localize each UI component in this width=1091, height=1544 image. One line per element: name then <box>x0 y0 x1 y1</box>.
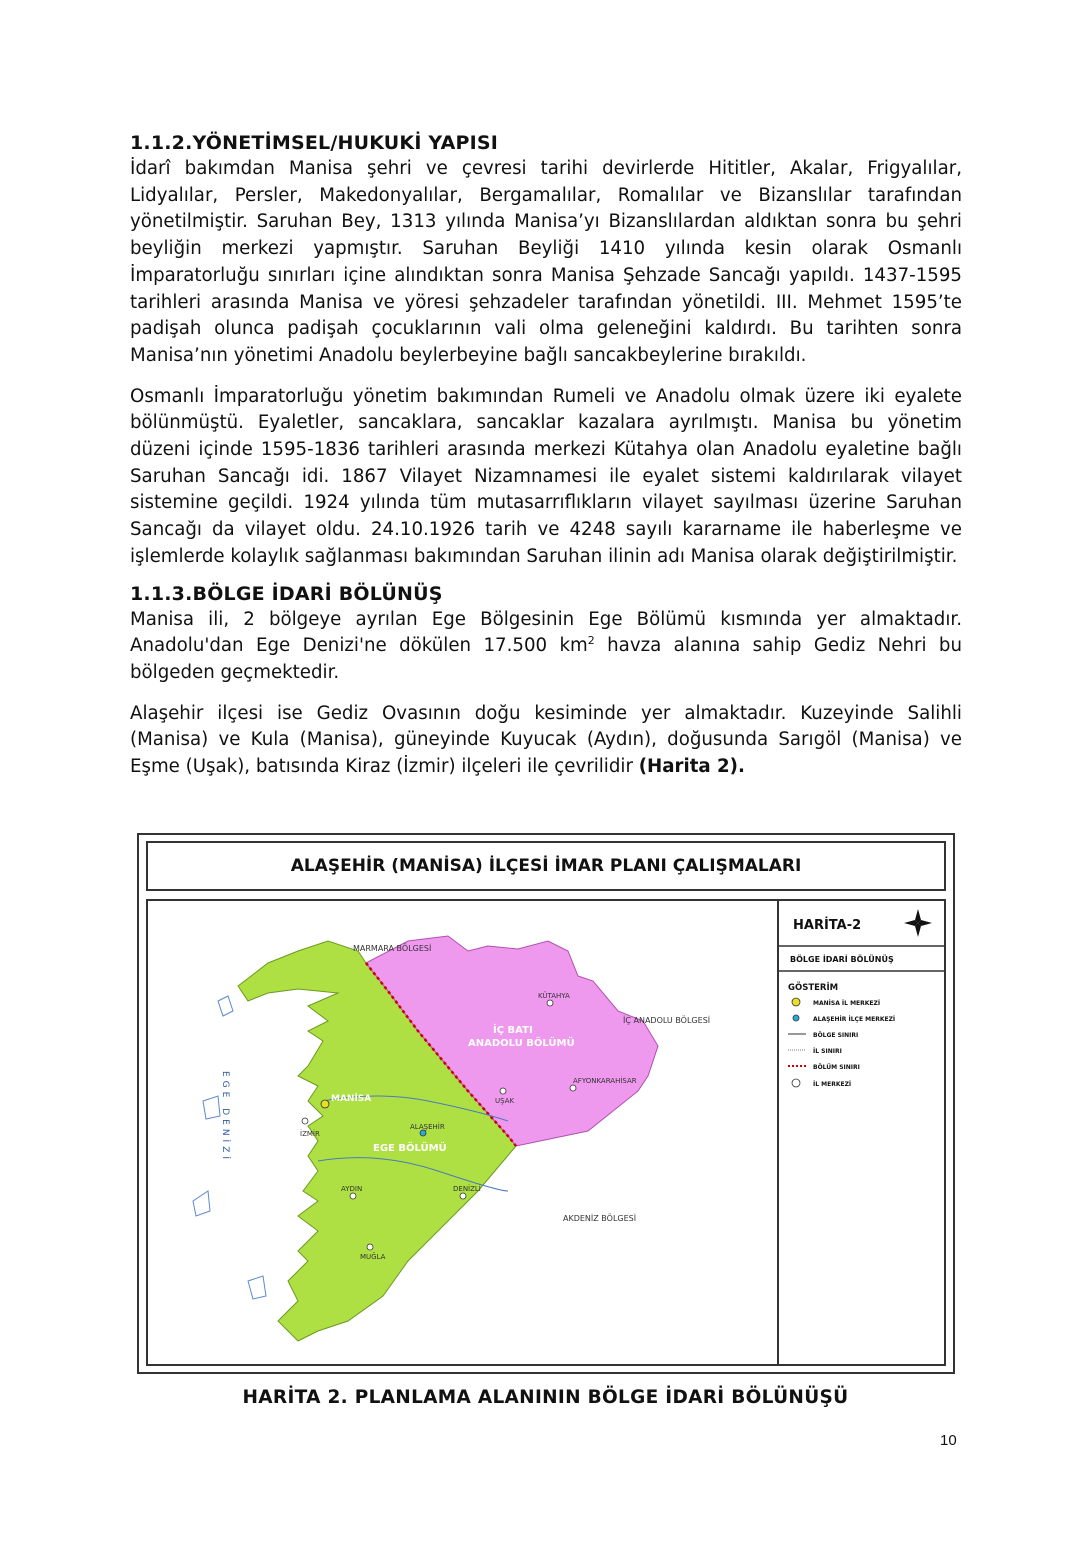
paragraph: Alaşehir ilçesi ise Gediz Ovasının doğu kesiminde yer almaktadır. Kuzeyinde Salihli (Manisa) ve Kula (Manisa), güneyinde Kuyucak (Aydın), doğusunda Sarıgöl (Manisa) ve Eşme (Uşak), batısında Kiraz (İzmir) ilçeleri ile çevrilidir (Harita 2). <box>130 702 962 778</box>
legend-subtitle: BÖLGE İDARİ BÖLÜNÜŞ <box>790 955 894 964</box>
island <box>218 996 233 1016</box>
usak-label: UŞAK <box>495 1097 515 1105</box>
ic-bati-label-2: ANADOLU BÖLÜMÜ <box>468 1038 575 1049</box>
legend-item: İL MERKEZİ <box>813 1081 852 1088</box>
map-title: ALAŞEHİR (MANİSA) İLÇESİ İMAR PLANI ÇALIŞMALARI <box>146 841 946 891</box>
usak-dot <box>500 1088 506 1094</box>
section-heading-bolge: 1.1.3.BÖLGE İDARİ BÖLÜNÜŞ <box>130 582 443 605</box>
denizli-dot <box>460 1193 466 1199</box>
akdeniz-label: AKDENİZ BÖLGESİ <box>563 1214 637 1223</box>
island <box>248 1276 266 1299</box>
ege-denizi-label: EGE DENİZİ <box>220 1071 230 1164</box>
izmir-dot <box>302 1118 308 1124</box>
ic-bati-label-1: İÇ BATI <box>493 1025 533 1036</box>
legend-title: HARİTA-2 <box>793 918 862 933</box>
region-map <box>148 901 944 1364</box>
kutahya-dot <box>547 1000 553 1006</box>
mugla-dot <box>367 1244 373 1250</box>
ege-bolumu-label: EGE BÖLÜMÜ <box>373 1143 447 1154</box>
legend-il-icon <box>792 1079 800 1087</box>
page-content <box>130 130 962 781</box>
compass-icon <box>904 909 932 937</box>
manisa-dot <box>321 1100 329 1108</box>
legend-item: MANİSA İL MERKEZİ <box>813 1000 881 1007</box>
mugla-label: MUĞLA <box>360 1253 386 1261</box>
legend-item: BÖLÜM SINIRI <box>813 1064 860 1071</box>
legend-heading: GÖSTERİM <box>788 983 839 993</box>
figure-caption: HARİTA 2. PLANLAMA ALANININ BÖLGE İDARİ BÖLÜNÜŞÜ <box>242 1387 849 1408</box>
paragraph: Manisa ili, 2 bölgeye ayrılan Ege Bölgesinin Ege Bölümü kısmında yer almaktadır. Anadolu'dan Ege Denizi'ne dökülen 17.500 $km^2$ havza alanına sahip Gediz Nehri bu bölgeden geçmektedir. <box>130 608 962 683</box>
manisa-label: MANİSA <box>331 1094 372 1104</box>
paragraph: İdarî bakımdan Manisa şehri ve çevresi tarihi devirlerde Hititler, Akalar, Frigyalılar, Lidyalılar, Persler, Makedonyalılar, Bergamalılar, Romalılar ve Bizanslılar tarafından yönetilmiştir. Saruhan Bey, 1313 yılında Manisa’yı Bizanslılardan aldıktan sonra bu şehri beyliğin merkezi yapmıştır. Saruhan Beyliği 1410 yılında kesin olarak Osmanlı İmparatorluğu sınırları içine alındıktan sonra Manisa Şehzade Sancağı yapıldı. 1437-1595 tarihleri arasında Manisa ve yöresi şehzadeler tarafından yönetildi. III. Mehmet 1595’te padişah olunca padişah çocuklarının vali olma geleneğini kaldırdı. Bu tarihten sonra Manisa’nın yönetimi Anadolu beylerbeyine bağlı sancakbeylerine bırakıldı. <box>130 158 962 366</box>
map-figure <box>137 833 955 1374</box>
denizli-label: DENİZLİ <box>453 1185 481 1193</box>
page-number: 10 <box>940 1432 957 1449</box>
kutahya-label: KÜTAHYA <box>538 992 570 1000</box>
island <box>193 1191 210 1216</box>
afyon-label: AFYONKARAHİSAR <box>573 1077 637 1085</box>
legend-item: ALAŞEHİR İLÇE MERKEZİ <box>813 1016 896 1023</box>
izmir-label: İZMİR <box>300 1130 320 1138</box>
section-heading-yonetimsel: 1.1.2.YÖNETİMSEL/HUKUKİ YAPISI <box>130 132 499 154</box>
legend-item: İL SINIRI <box>813 1048 842 1055</box>
aydin-label: AYDIN <box>341 1185 363 1193</box>
legend-alasehir-icon <box>793 1015 799 1021</box>
paragraph: Osmanlı İmparatorluğu yönetim bakımından Rumeli ve Anadolu olmak üzere iki eyalete bölünmüştü. Eyaletler, sancaklara, sancaklar kazalara ayrılmıştı. Manisa bu yönetim düzeni içinde 1595-1836 tarihleri arasında merkezi Kütahya olan Anadolu eyaletine bağlı Saruhan Sancağı idi. 1867 Vilayet Nizamnamesi ile eyalet sistemi kaldırılarak vilayet sistemine geçildi. 1924 yılında tüm mutasarrıflıkların vilayet sayılması üzerine Saruhan Sancağı da vilayet oldu. 24.10.1926 tarih ve 4248 sayılı kararname ile haberleşme ve işlemlerde kolaylık sağlanması bakımından Saruhan ilinin adı Manisa olarak değiştirilmiştir. <box>130 385 962 567</box>
afyon-dot <box>570 1085 576 1091</box>
legend-manisa-icon <box>792 998 800 1006</box>
aydin-dot <box>350 1193 356 1199</box>
alasehir-label: ALAŞEHİR <box>410 1123 445 1131</box>
legend-item: BÖLGE SINIRI <box>813 1032 859 1039</box>
island <box>203 1096 220 1119</box>
map-body <box>146 899 946 1366</box>
marmara-label: MARMARA BÖLGESİ <box>353 944 432 953</box>
ic-anadolu-label: İÇ ANADOLU BÖLGESİ <box>623 1016 711 1025</box>
